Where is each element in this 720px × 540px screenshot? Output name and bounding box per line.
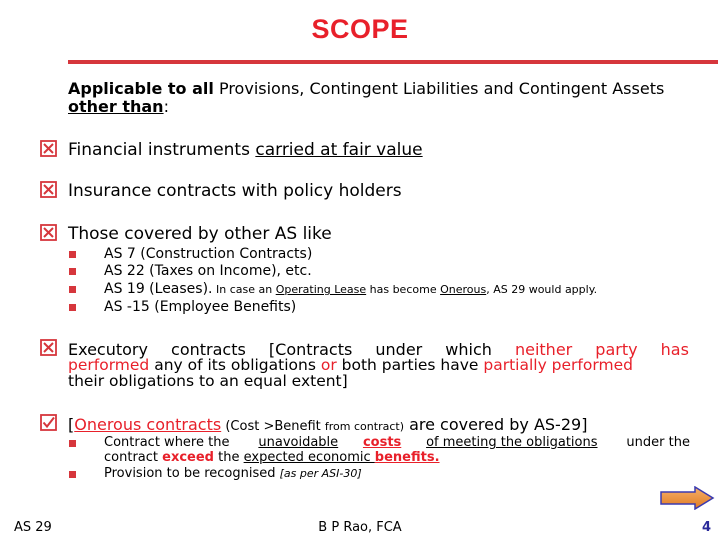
executory-line-1: Executory contracts [Contracts under which neither party has — [68, 340, 689, 359]
executory-line-2: performed any of its obligations or both parties have partially performed — [68, 356, 633, 374]
sub-item-as15: AS -15 (Employee Benefits) — [104, 299, 297, 315]
sub-item-as19: AS 19 (Leases). In case an Operating Lease has become Onerous, AS 29 would apply. — [104, 281, 598, 297]
bullet-square-icon — [69, 286, 76, 293]
onerous-definition-line-1: Contract where the unavoidable costs of meeting the obligations under the — [104, 435, 690, 450]
sub-item-as7: AS 7 (Construction Contracts) — [104, 246, 313, 262]
included-checkbox-icon — [40, 414, 57, 431]
bullet-square-icon — [69, 440, 76, 447]
onerous-provision-line: Provision to be recognised [as per ASI-30] — [104, 466, 362, 481]
next-slide-arrow-icon[interactable] — [659, 486, 715, 510]
title-divider — [68, 60, 718, 64]
bullet-square-icon — [69, 471, 76, 478]
page-number: 4 — [702, 520, 712, 535]
excluded-insurance-contracts: Insurance contracts with policy holders — [68, 181, 402, 201]
excluded-checkbox-icon — [40, 181, 57, 198]
excluded-checkbox-icon — [40, 224, 57, 241]
excluded-other-as: Those covered by other AS like — [68, 224, 332, 244]
intro-text: Applicable to all Provisions, Contingent Liabilities and Contingent Assets other than: — [68, 79, 665, 116]
excluded-checkbox-icon — [40, 339, 57, 356]
excluded-checkbox-icon — [40, 140, 57, 157]
bullet-square-icon — [69, 304, 76, 311]
onerous-contracts-line: [Onerous contracts (Cost >Benefit from contract) are covered by AS-29] — [68, 415, 588, 434]
executory-line-3: their obligations to an equal extent] — [68, 372, 348, 390]
bullet-square-icon — [69, 268, 76, 275]
footer-left: AS 29 — [14, 520, 52, 535]
footer-author: B P Rao, FCA — [318, 520, 402, 535]
sub-item-as22: AS 22 (Taxes on Income), etc. — [104, 263, 312, 279]
bullet-square-icon — [69, 251, 76, 258]
excluded-financial-instruments: Financial instruments carried at fair value — [68, 140, 423, 160]
onerous-definition-line-2: contract exceed the expected economic benefits. — [104, 450, 440, 465]
page-title: SCOPE — [311, 14, 409, 44]
